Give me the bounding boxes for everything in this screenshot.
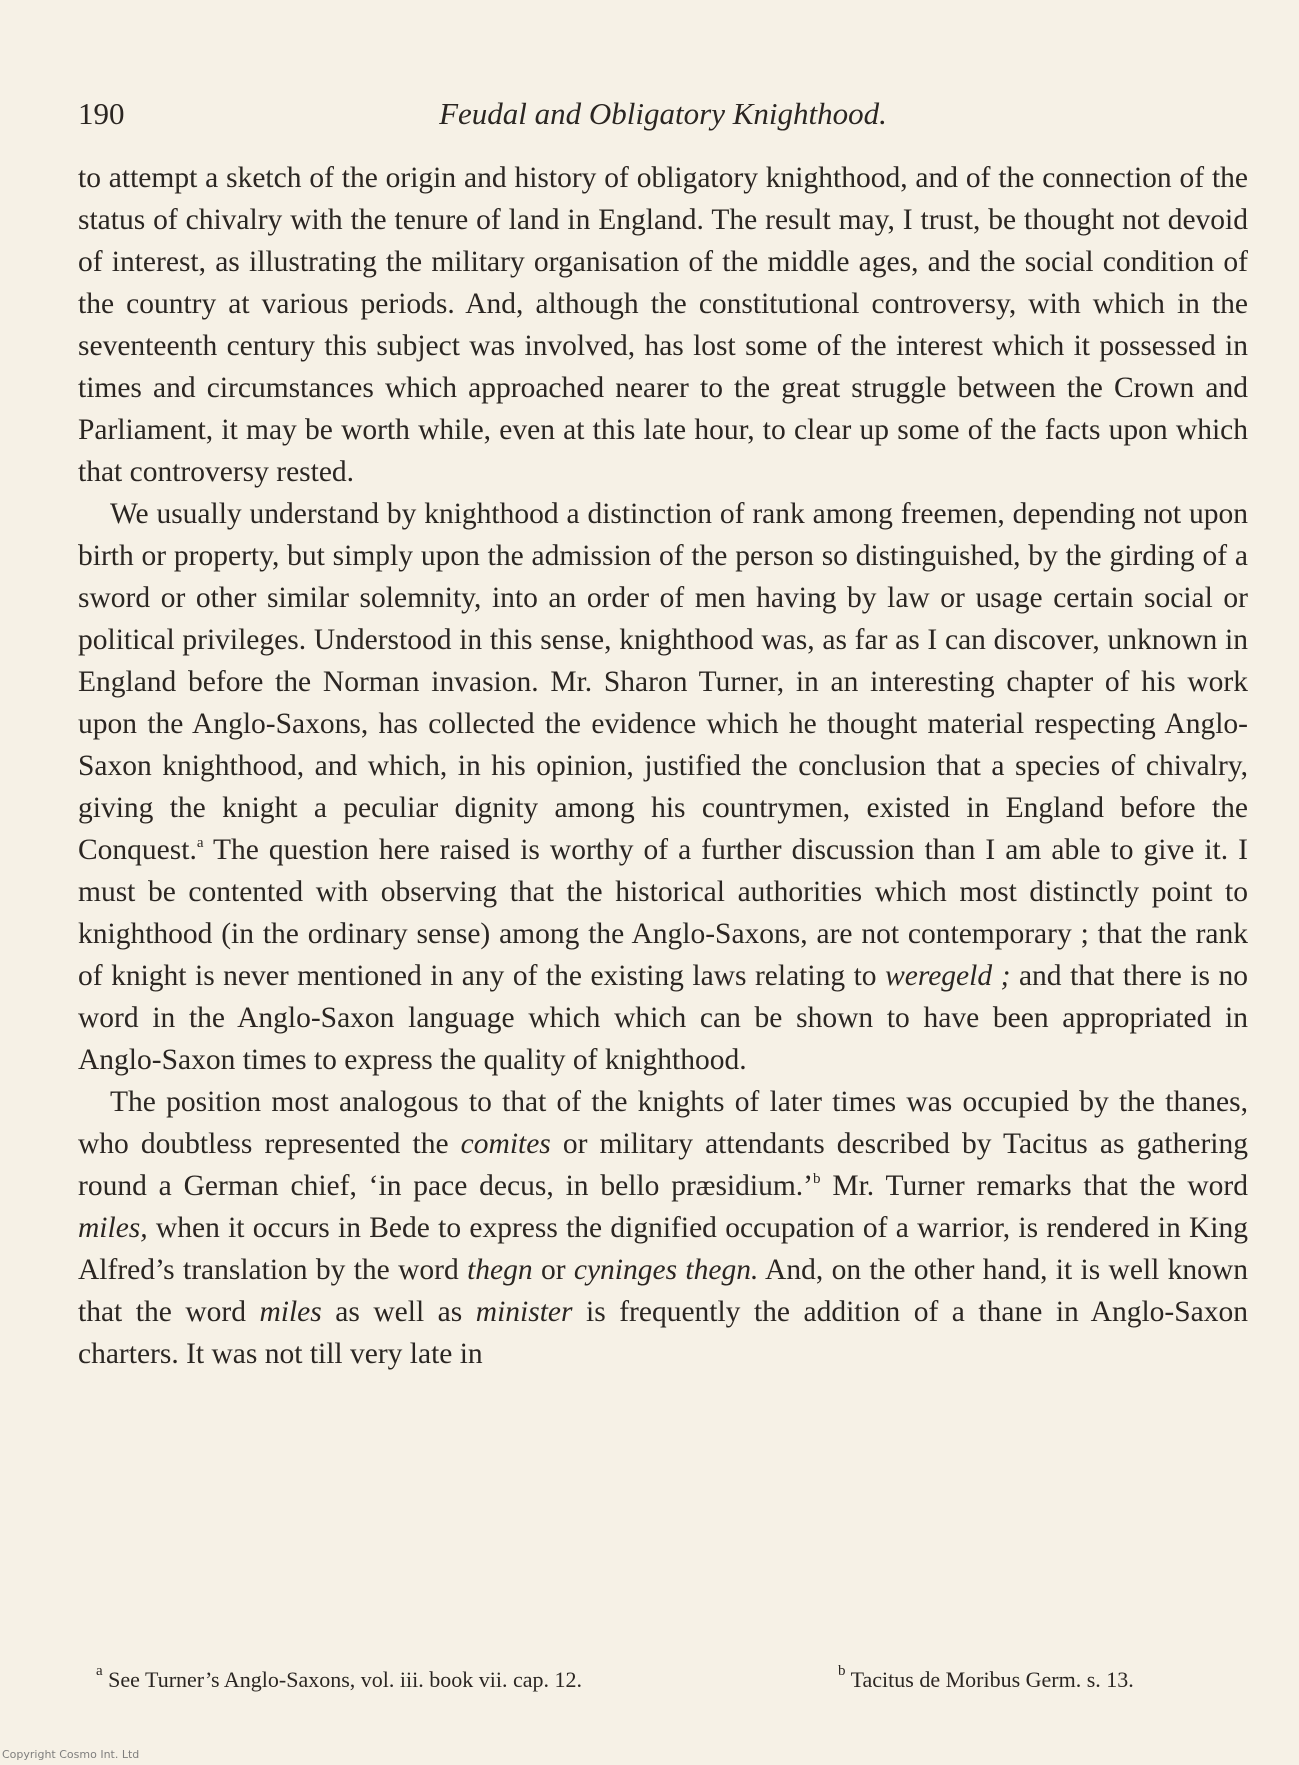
paragraph-3-text-e: or xyxy=(532,1254,574,1286)
italic-cyninges-thegn: cyninges thegn. xyxy=(573,1254,759,1286)
italic-minister: minister xyxy=(475,1296,573,1328)
paragraph-2-text-c: and that there is no word in the Anglo-Saxon language which which can be shown to have been appropriated in Anglo-Saxon times to express the quality of knighthood. xyxy=(78,960,1248,1076)
paragraph-1-text: to attempt a sketch of the origin and history of obligatory knighthood, and of the connection of the status of chivalry with the tenure of land in England. The result may, I trust, be thought not devoid of interest, as illustrating the military organisation of the middle ages, and the social condition of the country at various periods. And, although the constitutional controversy, with which in the seventeenth century this subject was involved, has lost some of the interest which it possessed in times and circumstances which approached nearer to the great struggle between the Crown and Parliament, it may be worth while, even at this late hour, to clear up some of the facts upon which that controversy rested. xyxy=(78,162,1248,488)
paragraph-3 xyxy=(78,1081,1248,1375)
copyright-watermark: Copyright Cosmo Int. Ltd xyxy=(2,1748,140,1761)
paragraph-3-text-c: Mr. Turner remarks that the word xyxy=(820,1170,1249,1202)
footnote-b-marker: b xyxy=(838,1663,846,1679)
italic-miles-2: miles xyxy=(259,1296,322,1328)
body-text xyxy=(78,157,1248,1375)
paragraph-1 xyxy=(78,157,1248,493)
footnote-a-marker: a xyxy=(96,1663,103,1679)
paragraph-3-text-h: is frequently the addition of a thane in Anglo-Saxon charters. It was not till very late in xyxy=(78,1296,1248,1370)
paragraph-3-text-a: The position most analogous to that of the knights of later times was occupied by the thanes, who doubtless represented the xyxy=(78,1086,1248,1160)
paragraph-2-text-a: We usually understand by knighthood a distinction of rank among freemen, depending not upon birth or property, but simply upon the admission of the person so distinguished, by the girding of a sword or other similar solemnity, into an order of men having by law or usage certain social or political privileges. Understood in this sense, knighthood was, as far as I can discover, unknown in England before the Norman invasion. Mr. Sharon Turner, in an interesting chapter of his work upon the Anglo-Saxons, has collected the evidence which he thought material respecting Anglo-Saxon knighthood, and which, in his opinion, justified the conclusion that a species of chivalry, giving the knight a peculiar dignity among his countrymen, existed in England before the Conquest. xyxy=(78,498,1248,866)
paragraph-2-text-b: The question here raised is worthy of a further discussion than I am able to give it. I must be contented with observing that the historical authorities which most distinctly point to knighthood (in the ordinary sense) among the Anglo-Saxons, are not contemporary ; that the rank of knight is never mentioned in any of the existing laws relating to xyxy=(78,834,1248,992)
running-title: Feudal and Obligatory Knighthood. xyxy=(439,96,887,131)
paragraph-3-text-d: when it occurs in Bede to express the dignified occupation of a warrior, is rendered in King Alfred’s translation by the word xyxy=(78,1212,1248,1286)
italic-miles: miles, xyxy=(78,1212,148,1244)
footnote-a xyxy=(96,1663,582,1693)
paragraph-2 xyxy=(78,493,1248,1081)
footnote-b xyxy=(838,1663,1134,1693)
footnote-b-text: Tacitus de Moribus Germ. s. 13. xyxy=(850,1667,1134,1692)
paragraph-3-text-f: And, on the other hand, it is well known that the word xyxy=(78,1254,1248,1328)
footnote-ref-a: a xyxy=(196,835,204,851)
italic-comites: comites xyxy=(460,1128,551,1160)
footnote-a-text: See Turner’s Anglo-Saxons, vol. iii. book vii. cap. 12. xyxy=(108,1667,582,1692)
paragraph-3-text-b: or military attendants described by Tacitus as gathering round a German chief, ‘in pace decus, in bello præsidium.’ xyxy=(78,1128,1248,1202)
page-number: 190 xyxy=(78,96,125,131)
italic-thegn: thegn xyxy=(467,1254,533,1286)
italic-weregeld: weregeld ; xyxy=(885,960,1011,992)
footnote-ref-b: b xyxy=(812,1171,821,1187)
paragraph-3-text-g: as well as xyxy=(321,1296,476,1328)
page-header xyxy=(78,96,1248,140)
